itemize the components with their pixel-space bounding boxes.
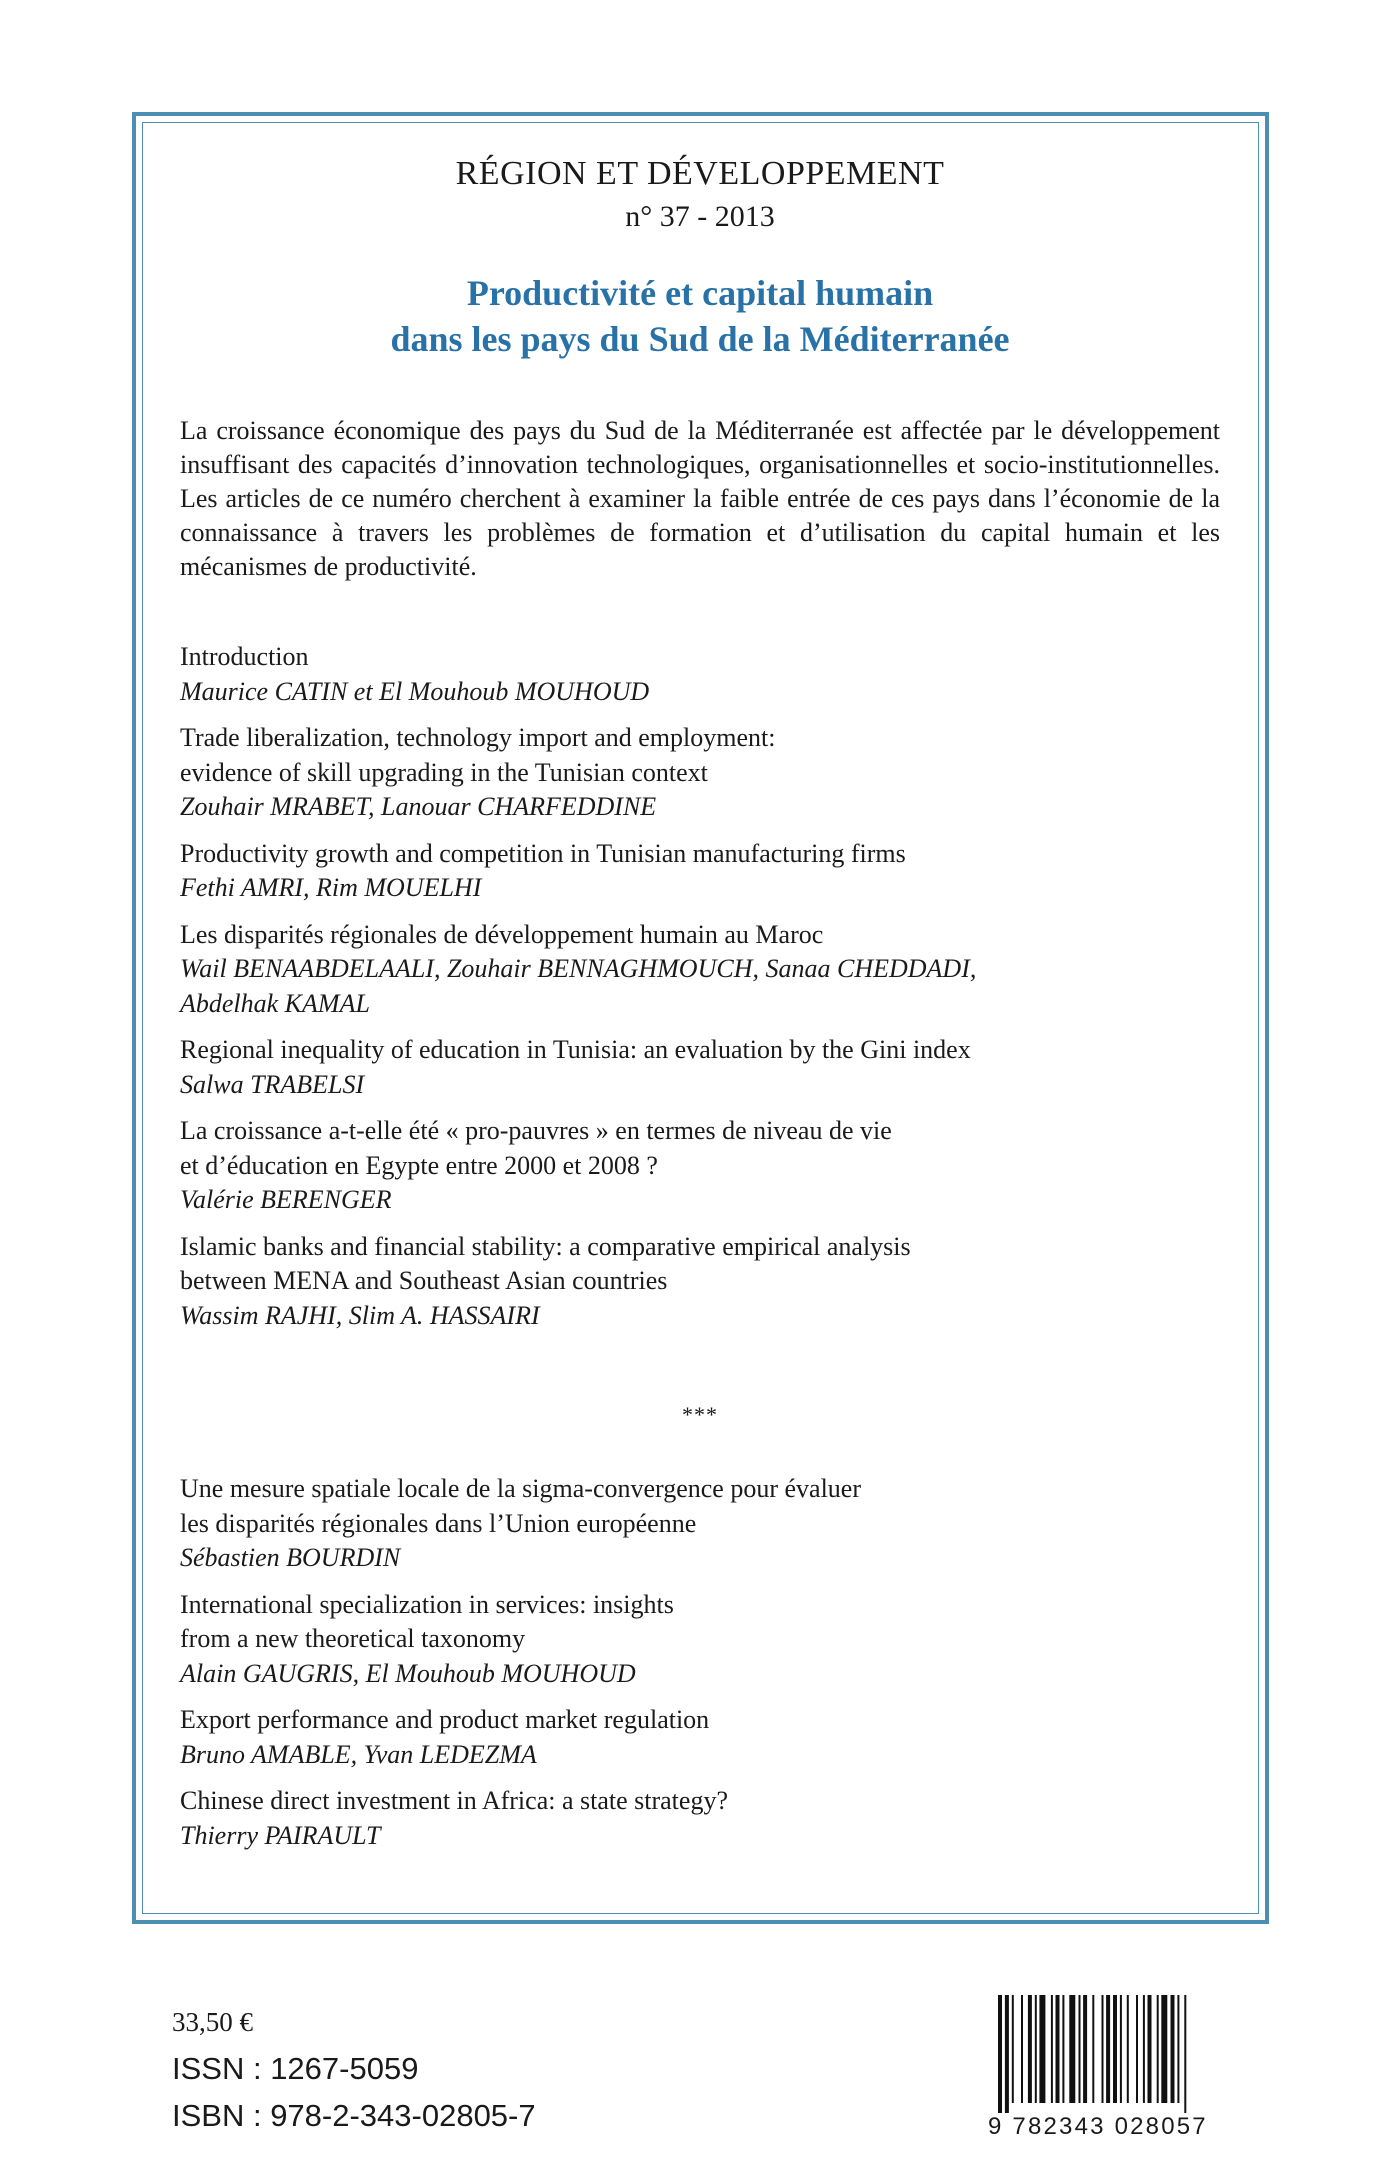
article-title: Une mesure spatiale locale de la sigma-convergence pour évaluer <box>180 1474 861 1503</box>
barcode-bar <box>1177 1995 1179 2103</box>
article-authors: Bruno AMABLE, Yvan LEDEZMA <box>180 1739 537 1769</box>
article-authors: Maurice CATIN et El Mouhoub MOUHOUD <box>180 676 650 706</box>
barcode-bar <box>1120 1995 1122 2103</box>
barcode-bar <box>1102 1995 1104 2103</box>
barcode-bar <box>998 1995 1002 2113</box>
toc-entry <box>180 721 1240 825</box>
article-title: Islamic banks and financial stability: a comparative empirical analysis <box>180 1231 911 1261</box>
price: 33,50 € <box>172 2007 253 2037</box>
barcode-bar <box>1161 1995 1167 2103</box>
isbn: ISBN : 978-2-343-02805-7 <box>172 2098 536 2133</box>
barcode-bar <box>1021 1995 1023 2103</box>
article-title: les disparités régionales dans l’Union européenne <box>180 1508 697 1538</box>
barcode-bar <box>1039 1995 1045 2103</box>
article-title: Les disparités régionales de développement humain au Maroc <box>180 919 824 949</box>
barcode-bar <box>1005 1995 1009 2113</box>
article-title: Productivity growth and competition in Tunisian manufacturing firms <box>180 838 906 868</box>
toc-entry <box>180 640 1240 709</box>
article-authors: Zouhair MRABET, Lanouar CHARFEDDINE <box>180 792 657 821</box>
barcode-bar <box>1171 1995 1175 2103</box>
barcode-bar <box>1092 1995 1094 2103</box>
toc-entry <box>180 1472 1240 1576</box>
toc-entry <box>180 1588 1240 1692</box>
barcode-bar <box>1035 1995 1037 2103</box>
headline-line-2: dans les pays du Sud de la Méditerranée <box>390 319 1010 359</box>
article-title: from a new theoretical taxonomy <box>180 1624 526 1653</box>
toc-entry <box>180 837 1240 906</box>
barcode-bar <box>1051 1995 1053 2103</box>
article-authors: Wail BENAABDELAALI, Zouhair BENNAGHMOUCH, Sanaa CHEDDADI, <box>180 954 977 983</box>
toc-entry <box>180 918 1240 1022</box>
article-title: Export performance and product market regulation <box>180 1705 710 1734</box>
article-authors: Fethi AMRI, Rim MOUELHI <box>180 873 482 902</box>
article-title: Regional inequality of education in Tunisia: an evaluation by the Gini index <box>180 1035 971 1064</box>
issue-headline <box>0 270 1400 362</box>
barcode-bar <box>1113 1995 1117 2103</box>
issue-number: n° 37 - 2013 <box>625 200 775 233</box>
table-of-contents <box>180 640 1240 1345</box>
barcode-bar <box>1157 1995 1159 2103</box>
headline-line-1: Productivité et capital humain <box>466 273 934 313</box>
article-title: La croissance a-t-elle été « pro-pauvres » en termes de niveau de vie <box>180 1116 892 1145</box>
article-authors: Alain GAUGRIS, El Mouhoub MOUHOUD <box>180 1658 636 1688</box>
article-title: International specialization in services: insights <box>180 1589 674 1619</box>
article-authors: Thierry PAIRAULT <box>180 1820 381 1850</box>
barcode-bar <box>1148 1995 1152 2103</box>
article-authors: Abdelhak KAMAL <box>180 988 370 1018</box>
article-title: Introduction <box>180 642 309 671</box>
barcode-bar <box>1184 1995 1186 2113</box>
article-title: et d’éducation en Egypte entre 2000 et 2008 ? <box>180 1150 658 1180</box>
barcode-bar <box>1143 1995 1145 2103</box>
article-title: between MENA and Southeast Asian countries <box>180 1266 668 1295</box>
article-authors: Salwa TRABELSI <box>180 1069 365 1099</box>
abstract: La croissance économique des pays du Sud de la Méditerranée est affectée par le développement insuffisant des capacités d’innovation technologiques, organisationnelles et socio-institutionnelles. Les articles de ce numéro cherchent à examiner la faible entrée de ces pays dans l’économie de la connaissance à travers les problèmes de formation et d’utilisation du capital humain et les mécanismes de productivité. <box>180 416 1220 581</box>
article-authors: Wassim RAJHI, Slim A. HASSAIRI <box>180 1300 540 1330</box>
barcode-bar <box>1127 1995 1129 2103</box>
barcode-bar <box>1056 1995 1060 2103</box>
barcode-bar <box>1136 1995 1138 2103</box>
journal-title: RÉGION ET DÉVELOPPEMENT <box>455 155 945 192</box>
toc-entry <box>180 1230 1240 1334</box>
toc-entry <box>180 1703 1240 1772</box>
barcode-bar <box>1106 1995 1110 2103</box>
barcode-bar <box>1069 1995 1075 2103</box>
barcode-bar <box>1062 1995 1064 2103</box>
article-title: Trade liberalization, technology import and employment: <box>180 723 776 752</box>
barcode-digits: 9 782343 028057 <box>988 2113 1208 2140</box>
article-authors: Sébastien BOURDIN <box>180 1543 401 1572</box>
toc-entry <box>180 1784 1240 1853</box>
barcode-bar <box>1079 1995 1081 2103</box>
article-title: evidence of skill upgrading in the Tunisian context <box>180 757 708 787</box>
barcode-bar <box>1012 1995 1014 2103</box>
barcode-bar <box>1083 1995 1087 2103</box>
section-separator: *** <box>682 1402 718 1427</box>
issn: ISSN : 1267-5059 <box>172 2051 419 2086</box>
toc-entry <box>180 1033 1240 1102</box>
toc-entry <box>180 1114 1240 1218</box>
table-of-contents-varia <box>180 1472 1240 1865</box>
barcode-bar <box>1028 1995 1032 2103</box>
article-title: Chinese direct investment in Africa: a state strategy? <box>180 1786 728 1815</box>
article-authors: Valérie BERENGER <box>180 1185 392 1214</box>
